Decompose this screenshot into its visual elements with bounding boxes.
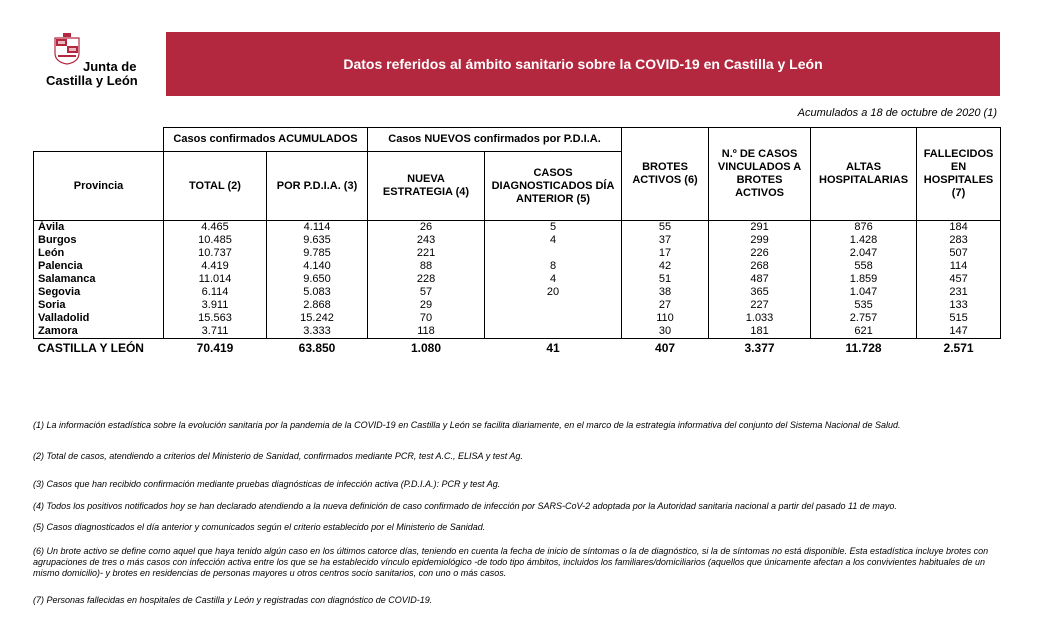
cell-dia-anterior [485, 325, 622, 339]
cell-nueva: 70 [368, 312, 485, 325]
total-pdia: 63.850 [298, 340, 336, 355]
cell-brotes: 27 [622, 299, 709, 312]
cell-total: 15.563 [164, 312, 267, 325]
cell-pdia: 4.114 [267, 221, 368, 235]
cell-vinculados: 365 [709, 286, 811, 299]
cell-fallecidos: 114 [917, 260, 1001, 273]
logo-line2: Castilla y León [46, 73, 138, 88]
cell-total: 10.737 [164, 247, 267, 260]
cell-altas: 535 [811, 299, 917, 312]
cell-vinculados: 181 [709, 325, 811, 339]
header-pdia: POR P.D.I.A. (3) [267, 152, 368, 221]
province-name: Burgos [34, 234, 164, 247]
cell-brotes: 38 [622, 286, 709, 299]
table-row [34, 299, 1001, 312]
cell-altas: 876 [811, 221, 917, 235]
footnote-4: (4) Todos los positivos notificados hoy se han declarado atendiendo a la nueva definición de caso confirmado de infección por SARS-CoV-2 adoptada por la Autoridad sanitaria nacional a partir del pasado 11 de mayo. [33, 501, 897, 511]
cell-dia-anterior [485, 312, 622, 325]
cell-vinculados: 227 [709, 299, 811, 312]
table-row [34, 273, 1001, 286]
cell-altas: 1.047 [811, 286, 917, 299]
cell-nueva: 228 [368, 273, 485, 286]
cell-total: 4.465 [164, 221, 267, 235]
cell-total: 4.419 [164, 260, 267, 273]
footnote-7: (7) Personas fallecidas en hospitales de Castilla y León y registradas con diagnóstico de COVID-19. [33, 595, 433, 605]
cell-vinculados: 1.033 [709, 312, 811, 325]
cell-fallecidos: 133 [917, 299, 1001, 312]
cell-pdia: 15.242 [267, 312, 368, 325]
total-nueva: 1.080 [411, 340, 442, 355]
footnote-5: (5) Casos diagnosticados el día anterior y comunicados según el criterio establecido por el Ministerio de Sanidad. [33, 522, 486, 532]
cell-nueva: 221 [368, 247, 485, 260]
cell-vinculados: 226 [709, 247, 811, 260]
cell-vinculados: 299 [709, 234, 811, 247]
cell-fallecidos: 184 [917, 221, 1001, 235]
total-fallecidos: 2.571 [943, 340, 974, 355]
header-altas: ALTAS HOSPITALARIAS [811, 128, 917, 221]
province-name: Zamora [34, 325, 164, 339]
cell-pdia: 9.785 [267, 247, 368, 260]
cell-vinculados: 487 [709, 273, 811, 286]
cell-vinculados: 268 [709, 260, 811, 273]
cell-vinculados: 291 [709, 221, 811, 235]
footnote-6: (6) Un brote activo se define como aquel que haya tenido algún caso en los últimos catorce días, teniendo en cuenta la fecha de inicio de síntomas o la de diagnóstico, si la de síntomas no está disponible. Esta estadística incluye brotes con agrupaciones de tres o más casos con infección activa entre los que se ha establecido vínculo epidemiológico -de todo tipo ámbitos, incluidos los familiares/domiciliarios (aquellos que únicamente afectan a los convivientes habituales de un mismo domicilio)- y brotes en residencias de personas mayores u otros centros socio sanitarios, con uno o más casos. [33, 546, 989, 578]
footnote-3: (3) Casos que han recibido confirmación mediante pruebas diagnósticas de infección activa (P.D.I.A.): PCR y test Ag. [33, 479, 501, 489]
as-of-date: Acumulados a 18 de octubre de 2020 (1) [797, 107, 997, 119]
cell-altas: 1.428 [811, 234, 917, 247]
province-name: Segovia [34, 286, 164, 299]
header-nuevos: Casos NUEVOS confirmados por P.D.I.A. [368, 128, 622, 152]
cell-dia-anterior: 4 [485, 273, 622, 286]
province-name: Valladolid [34, 312, 164, 325]
logo-line1: Junta de [83, 59, 137, 74]
footnote-1: (1) La información estadística sobre la evolución sanitaria por la pandemia de la COVID-19 en Castilla y León se facilita diariamente, en el marco de la estrategia informativa del conjunto del Sistema Nacional de Salud. [33, 420, 901, 430]
cell-total: 11.014 [164, 273, 267, 286]
table-row [34, 325, 1001, 339]
cell-brotes: 55 [622, 221, 709, 235]
cell-altas: 621 [811, 325, 917, 339]
cell-pdia: 4.140 [267, 260, 368, 273]
header-nueva-estrategia: NUEVA ESTRATEGIA (4) [368, 152, 485, 221]
cell-altas: 2.047 [811, 247, 917, 260]
total-altas: 11.728 [845, 340, 882, 355]
cell-pdia: 5.083 [267, 286, 368, 299]
cell-altas: 2.757 [811, 312, 917, 325]
covid-data-table [33, 127, 1001, 357]
cell-pdia: 9.635 [267, 234, 368, 247]
cell-nueva: 57 [368, 286, 485, 299]
header-brotes: BROTES ACTIVOS (6) [622, 128, 709, 221]
header-vinculados: N.º DE CASOS VINCULADOS A BROTES ACTIVOS [709, 128, 811, 221]
total-dia-anterior: 41 [546, 340, 560, 355]
province-name: Palencia [34, 260, 164, 273]
cell-nueva: 26 [368, 221, 485, 235]
table-row [34, 260, 1001, 273]
cell-nueva: 243 [368, 234, 485, 247]
total-label: CASTILLA Y LEÓN [37, 340, 144, 355]
cell-fallecidos: 283 [917, 234, 1001, 247]
cell-fallecidos: 515 [917, 312, 1001, 325]
cell-nueva: 88 [368, 260, 485, 273]
province-name: León [34, 247, 164, 260]
cell-brotes: 37 [622, 234, 709, 247]
table-row [34, 247, 1001, 260]
cell-dia-anterior [485, 247, 622, 260]
table-row [34, 221, 1001, 235]
header-fallecidos: FALLECIDOS EN HOSPITALES (7) [917, 128, 1001, 221]
cell-total: 3.911 [164, 299, 267, 312]
cell-total: 10.485 [164, 234, 267, 247]
cell-total: 6.114 [164, 286, 267, 299]
header-provincia: Provincia [34, 152, 164, 221]
cell-dia-anterior: 20 [485, 286, 622, 299]
cell-brotes: 110 [622, 312, 709, 325]
cell-nueva: 29 [368, 299, 485, 312]
page-title: Datos referidos al ámbito sanitario sobre la COVID-19 en Castilla y León [343, 56, 823, 72]
cell-fallecidos: 231 [917, 286, 1001, 299]
cell-fallecidos: 507 [917, 247, 1001, 260]
junta-logo [46, 33, 156, 93]
cell-altas: 1.859 [811, 273, 917, 286]
cell-nueva: 118 [368, 325, 485, 339]
cell-pdia: 2.868 [267, 299, 368, 312]
cell-total: 3.711 [164, 325, 267, 339]
header-dia-anterior: CASOS DIAGNOSTICADOS DÍA ANTERIOR (5) [485, 152, 622, 221]
cell-brotes: 42 [622, 260, 709, 273]
total-vinculados: 3.377 [744, 340, 775, 355]
cell-dia-anterior: 4 [485, 234, 622, 247]
cell-fallecidos: 457 [917, 273, 1001, 286]
cell-dia-anterior: 8 [485, 260, 622, 273]
table-row [34, 312, 1001, 325]
cell-pdia: 3.333 [267, 325, 368, 339]
cell-dia-anterior: 5 [485, 221, 622, 235]
cell-pdia: 9.650 [267, 273, 368, 286]
province-name: Soria [34, 299, 164, 312]
province-name: Ávila [34, 221, 164, 235]
page-title-banner [166, 32, 1000, 96]
cell-dia-anterior [485, 299, 622, 312]
header-total: TOTAL (2) [164, 152, 267, 221]
header-acumulados: Casos confirmados ACUMULADOS [164, 128, 368, 152]
cell-brotes: 51 [622, 273, 709, 286]
cell-fallecidos: 147 [917, 325, 1001, 339]
cell-brotes: 30 [622, 325, 709, 339]
total-row [34, 339, 1001, 358]
table-row [34, 234, 1001, 247]
footnote-2: (2) Total de casos, atendiendo a criterios del Ministerio de Sanidad, confirmados mediante PCR, test A.C., ELISA y test Ag. [33, 451, 523, 461]
cell-altas: 558 [811, 260, 917, 273]
cell-brotes: 17 [622, 247, 709, 260]
table-row [34, 286, 1001, 299]
logo-text [46, 60, 138, 88]
total-brotes: 407 [655, 340, 676, 355]
total-total: 70.419 [196, 340, 234, 355]
province-name: Salamanca [34, 273, 164, 286]
